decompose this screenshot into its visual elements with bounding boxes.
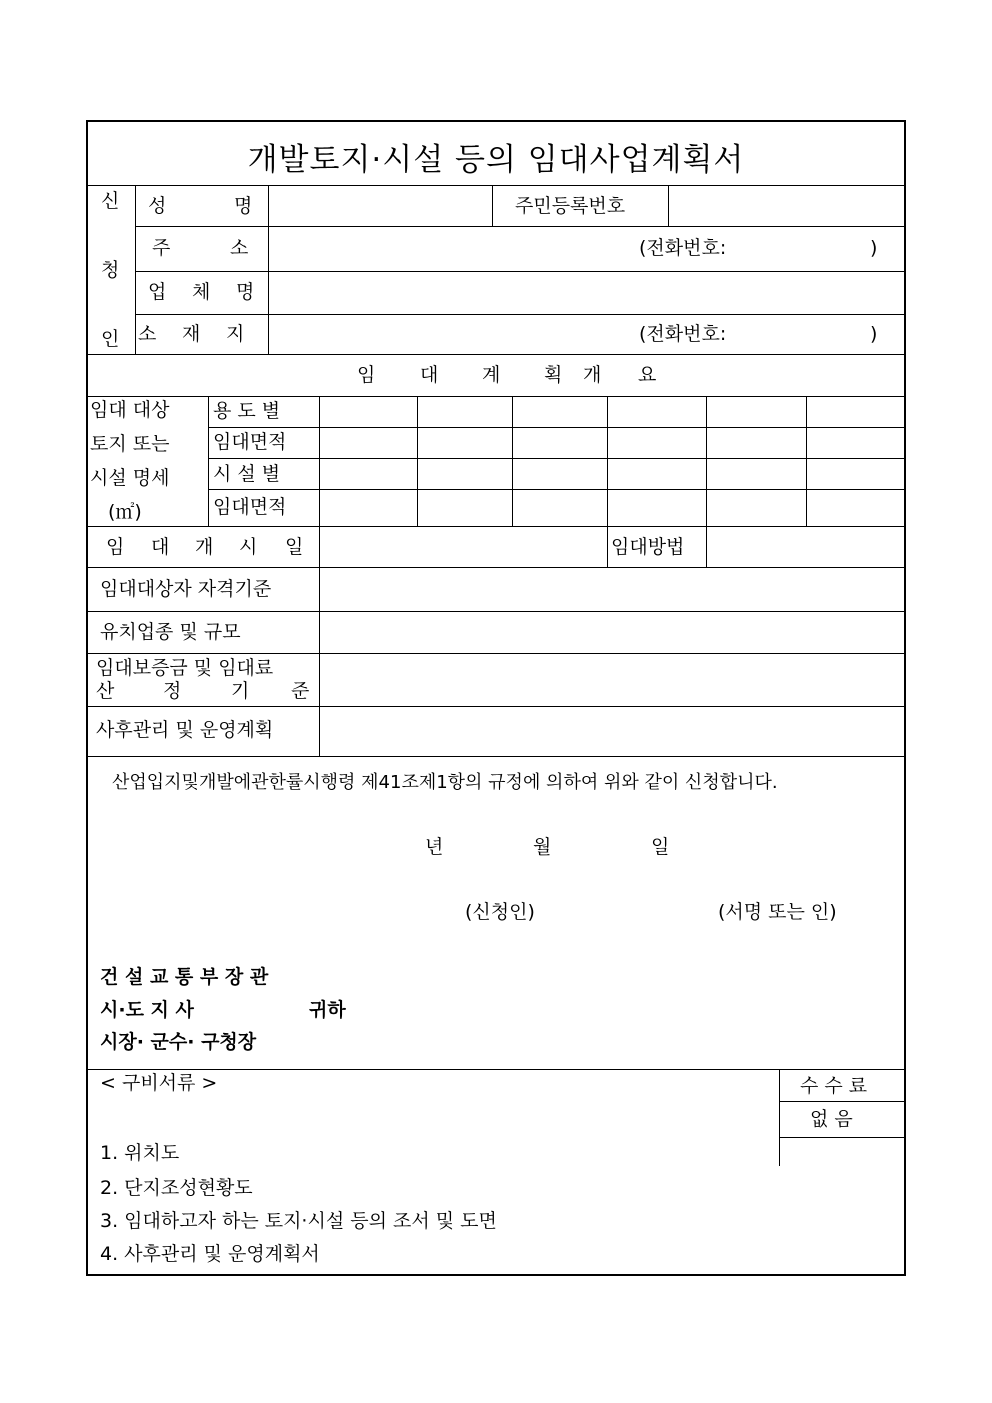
start-date-label: 일 (285, 536, 304, 558)
deposit-label-2: 준 (291, 680, 310, 702)
rule (417, 396, 418, 526)
date-month: 월 (533, 836, 552, 858)
lease-area-label: 임대면적 (213, 496, 287, 518)
rule (86, 354, 906, 355)
deposit-label-2: 정 (163, 680, 182, 702)
rule (86, 653, 906, 654)
rule (86, 1069, 906, 1070)
rule (86, 526, 906, 527)
deposit-label: 임대보증금 및 임대료 (96, 657, 274, 679)
rule (86, 706, 906, 707)
date-year: 년 (425, 836, 444, 858)
target-label: (㎡) (108, 501, 142, 523)
applicant-sign-label: (신청인) (465, 901, 535, 923)
start-date-label: 대 (151, 536, 170, 558)
rule (86, 756, 906, 757)
signature-label: (서명 또는 인) (718, 901, 837, 923)
location-label: 소 (138, 323, 157, 345)
target-label: 임대 대상 (90, 399, 170, 421)
addressee-line: 시장· 군수· 구청장 (100, 1031, 257, 1053)
resident-id-label: 주민등록번호 (515, 195, 626, 217)
by-facility-label: 시 설 별 (213, 463, 281, 485)
plan-header-char: 개 (583, 364, 602, 386)
phone-close: ) (870, 323, 878, 345)
rule (492, 185, 493, 226)
rule (319, 396, 320, 756)
date-day: 일 (651, 836, 670, 858)
declaration-text: 산업입지및개발에관한률시행령 제41조제1항의 규정에 의하여 위와 같이 신청합니다. (112, 772, 778, 793)
company-label: 체 (192, 281, 211, 303)
document-item: 1. 위치도 (100, 1142, 180, 1164)
rule (135, 314, 906, 315)
name-label: 성 (148, 195, 167, 217)
address-field[interactable] (272, 229, 632, 269)
addressee-line: 건 설 교 통 부 장 관 (100, 966, 269, 988)
plan-header-char: 임 (357, 364, 376, 386)
rule (607, 396, 608, 567)
management-label: 사후관리 및 운영계획 (96, 719, 274, 741)
rule (779, 1101, 906, 1102)
rule (135, 185, 136, 354)
lease-area-label: 임대면적 (213, 431, 287, 453)
rule (86, 567, 906, 568)
applicant-side-char: 청 (101, 259, 120, 281)
rule (706, 396, 707, 567)
fee-label: 수 수 료 (800, 1075, 868, 1097)
start-date-label: 임 (106, 536, 125, 558)
rule (668, 185, 669, 226)
company-label: 명 (236, 281, 255, 303)
target-label: 시설 명세 (90, 467, 170, 489)
deposit-label-2: 기 (231, 680, 250, 702)
name-field[interactable] (272, 188, 490, 224)
location-label: 재 (182, 323, 201, 345)
document-item: 2. 단지조성현황도 (100, 1177, 253, 1199)
start-date-label: 시 (239, 536, 258, 558)
start-date-label: 개 (195, 536, 214, 558)
address-label: 소 (230, 237, 249, 259)
documents-header: < 구비서류 > (100, 1072, 218, 1094)
addressee-honorific: 귀하 (309, 999, 346, 1021)
rule (208, 396, 209, 526)
target-label: 토지 또는 (90, 433, 170, 455)
fee-value: 없 음 (810, 1108, 853, 1130)
name-label: 명 (234, 195, 253, 217)
document-item: 4. 사후관리 및 운영계획서 (100, 1243, 320, 1265)
resident-id-field[interactable] (672, 188, 902, 224)
rule (86, 611, 906, 612)
rule (512, 396, 513, 526)
rule (86, 185, 906, 186)
rule (208, 427, 906, 428)
location-label: 지 (226, 323, 245, 345)
rule (806, 396, 807, 526)
rule (135, 271, 906, 272)
rule (779, 1137, 906, 1138)
rule (268, 185, 269, 354)
deposit-label-2: 산 (96, 680, 115, 702)
plan-header-char: 획 (544, 364, 563, 386)
by-use-label: 용 도 별 (213, 400, 281, 422)
rule (779, 1069, 780, 1166)
rule (86, 396, 906, 397)
phone-label: (전화번호: (639, 323, 727, 345)
rule (208, 458, 906, 459)
phone-label: (전화번호: (639, 237, 727, 259)
start-date-field[interactable] (323, 529, 603, 565)
document-item: 3. 임대하고자 하는 토지·시설 등의 조서 및 도면 (100, 1210, 497, 1232)
qualification-label: 임대대상자 자격기준 (100, 578, 272, 600)
plan-header-char: 계 (482, 364, 501, 386)
addressee-line: 시·도 지 사 (100, 999, 194, 1021)
rule (135, 226, 906, 227)
applicant-side-char: 인 (101, 328, 120, 350)
lease-method-label: 임대방법 (611, 536, 685, 558)
company-field[interactable] (272, 274, 902, 312)
plan-header-char: 대 (420, 364, 439, 386)
company-label: 업 (148, 281, 167, 303)
phone-close: ) (870, 237, 878, 259)
lease-method-field[interactable] (710, 529, 902, 565)
form-title: 개발토지·시설 등의 임대사업계획서 (247, 142, 745, 178)
industry-label: 유치업종 및 규모 (100, 621, 241, 643)
rule (208, 489, 906, 490)
location-field[interactable] (272, 317, 632, 352)
plan-header-char: 요 (638, 364, 657, 386)
applicant-side-char: 신 (101, 190, 120, 212)
address-label: 주 (152, 237, 171, 259)
